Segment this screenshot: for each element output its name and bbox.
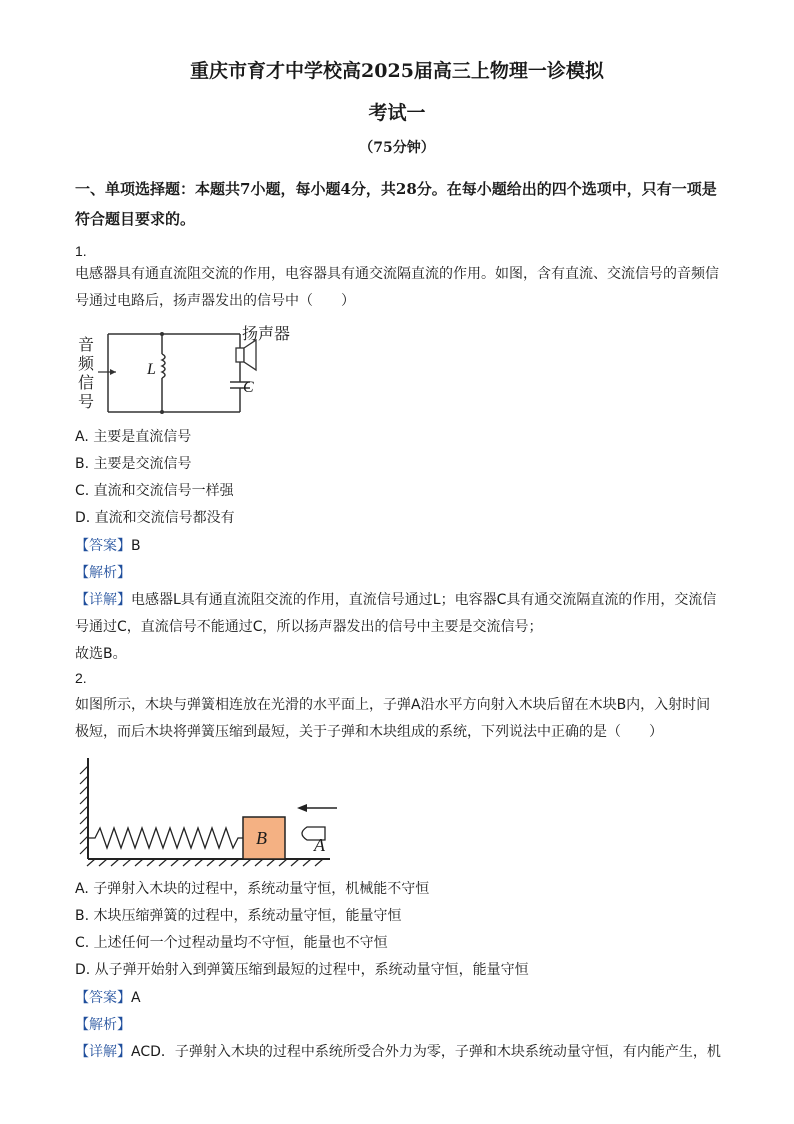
q1-input-char: 音 [78, 335, 95, 354]
q2-stem-line2: 极短，而后木块将弹簧压缩到最短，关于子弹和木块组成的系统，下列说法中正确的是（ ） [75, 724, 663, 740]
q1-input-char: 频 [78, 354, 95, 373]
q1-answer [75, 537, 141, 555]
exam-duration: （75分钟） [359, 140, 435, 156]
q2-number: 2. [75, 670, 87, 686]
q1-number: 1. [75, 243, 87, 259]
answer-value: B [131, 538, 141, 554]
q2-block-label: B [256, 828, 267, 848]
q2-option-d: D. 从子弹开始射入到弹簧压缩到最短的过程中，系统动量守恒，能量守恒 [75, 962, 529, 978]
detail-tag: 【详解】 [75, 1044, 131, 1060]
q2-answer [75, 989, 141, 1007]
q2-analysis-tag: 【解析】 [75, 1017, 131, 1033]
exam-subtitle: 考试一 [368, 102, 426, 124]
q1-stem-line2: 号通过电路后，扬声器发出的信号中（ ） [75, 293, 355, 309]
q1-detail-line2: 号通过C，直流信号不能通过C，所以扬声器发出的信号中主要是交流信号； [75, 619, 543, 635]
q2-spring-block-diagram [75, 752, 350, 867]
q1-capacitor-label: C [243, 379, 254, 396]
q1-input-label [78, 335, 96, 411]
q1-inductor-label: L [147, 361, 156, 378]
detail-text: ACD．子弹射入木块的过程中系统所受合外力为零，子弹和木块系统动量守恒，有内能产生，机 [131, 1044, 721, 1060]
section-heading: 一、单项选择题：本题共7小题，每小题4分，共28分。在每小题给出的四个选项中，只有一项是符合题目要求的。 [75, 180, 717, 228]
detail-text: 电感器L具有通直流阻交流的作用，直流信号通过L；电容器C具有通交流隔直流的作用，交流信 [131, 592, 717, 608]
q1-conclusion: 故选B。 [75, 646, 127, 662]
q1-speaker-label: 扬声器 [242, 324, 291, 343]
q1-input-char: 信 [78, 373, 95, 392]
q1-analysis-tag: 【解析】 [75, 565, 131, 581]
answer-value: A [131, 990, 141, 1006]
q1-detail-line1 [75, 591, 716, 609]
q1-input-char: 号 [78, 392, 95, 411]
q1-option-a: A. 主要是直流信号 [75, 429, 192, 445]
q2-option-b: B. 木块压缩弹簧的过程中，系统动量守恒，能量守恒 [75, 908, 402, 924]
answer-tag: 【答案】 [75, 538, 131, 554]
answer-tag: 【答案】 [75, 990, 131, 1006]
q2-option-a: A. 子弹射入木块的过程中，系统动量守恒，机械能不守恒 [75, 881, 430, 897]
q1-stem-line1: 电感器具有通直流阻交流的作用，电容器具有通交流隔直流的作用。如图，含有直流、交流信号的音频信 [75, 266, 719, 282]
q2-bullet-label: A [314, 835, 325, 855]
q2-detail-line1 [75, 1043, 721, 1061]
exam-title: 重庆市育才中学校高2025届高三上物理一诊模拟 [190, 60, 604, 82]
q1-option-b: B. 主要是交流信号 [75, 456, 192, 472]
q1-option-d: D. 直流和交流信号都没有 [75, 510, 235, 526]
q1-option-c: C. 直流和交流信号一样强 [75, 483, 234, 499]
q2-stem-line1: 如图所示，木块与弹簧相连放在光滑的水平面上，子弹A沿水平方向射入木块后留在木块B内，入射时间 [75, 697, 711, 713]
detail-tag: 【详解】 [75, 592, 131, 608]
q2-option-c: C. 上述任何一个过程动量均不守恒，能量也不守恒 [75, 935, 388, 951]
